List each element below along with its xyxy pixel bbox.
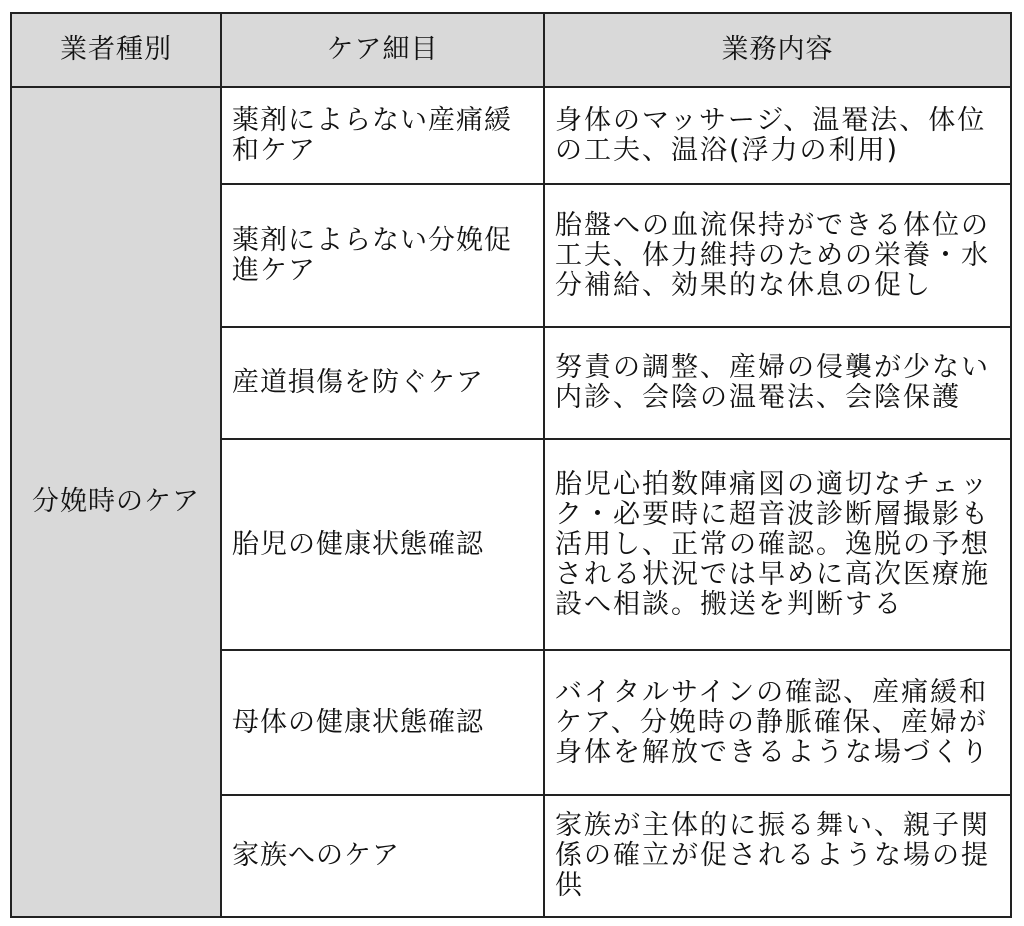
care-detail-cell: 胎児の健康状態確認 [221, 439, 544, 650]
task-content-cell: 身体のマッサージ、温罨法、体位の工夫、温浴(浮力の利用) [544, 87, 1011, 184]
header-provider-type: 業者種別 [11, 13, 221, 87]
care-detail-cell: 産道損傷を防ぐケア [221, 327, 544, 439]
care-detail-cell: 薬剤によらない産痛緩和ケア [221, 87, 544, 184]
header-task-content: 業務内容 [544, 13, 1011, 87]
task-content-cell: 努責の調整、産婦の侵襲が少ない内診、会陰の温罨法、会陰保護 [544, 327, 1011, 439]
task-content-cell: 胎盤への血流保持ができる体位の工夫、体力維持のための栄養・水分補給、効果的な休息の促し [544, 184, 1011, 327]
header-row [11, 13, 1011, 87]
care-detail-cell: 家族へのケア [221, 795, 544, 917]
table-row [11, 87, 1011, 184]
header-care-detail: ケア細目 [221, 13, 544, 87]
care-detail-cell: 母体の健康状態確認 [221, 650, 544, 795]
provider-type-cell: 分娩時のケア [11, 87, 221, 917]
task-content-cell: 家族が主体的に振る舞い、親子関係の確立が促されるような場の提供 [544, 795, 1011, 917]
task-content-cell: バイタルサインの確認、産痛緩和ケア、分娩時の静脈確保、産婦が身体を解放できるような場づくり [544, 650, 1011, 795]
care-detail-cell: 薬剤によらない分娩促進ケア [221, 184, 544, 327]
care-table [10, 12, 1012, 918]
task-content-cell: 胎児心拍数陣痛図の適切なチェック・必要時に超音波診断層撮影も活用し、正常の確認。逸脱の予想される状況では早めに高次医療施設へ相談。搬送を判断する [544, 439, 1011, 650]
